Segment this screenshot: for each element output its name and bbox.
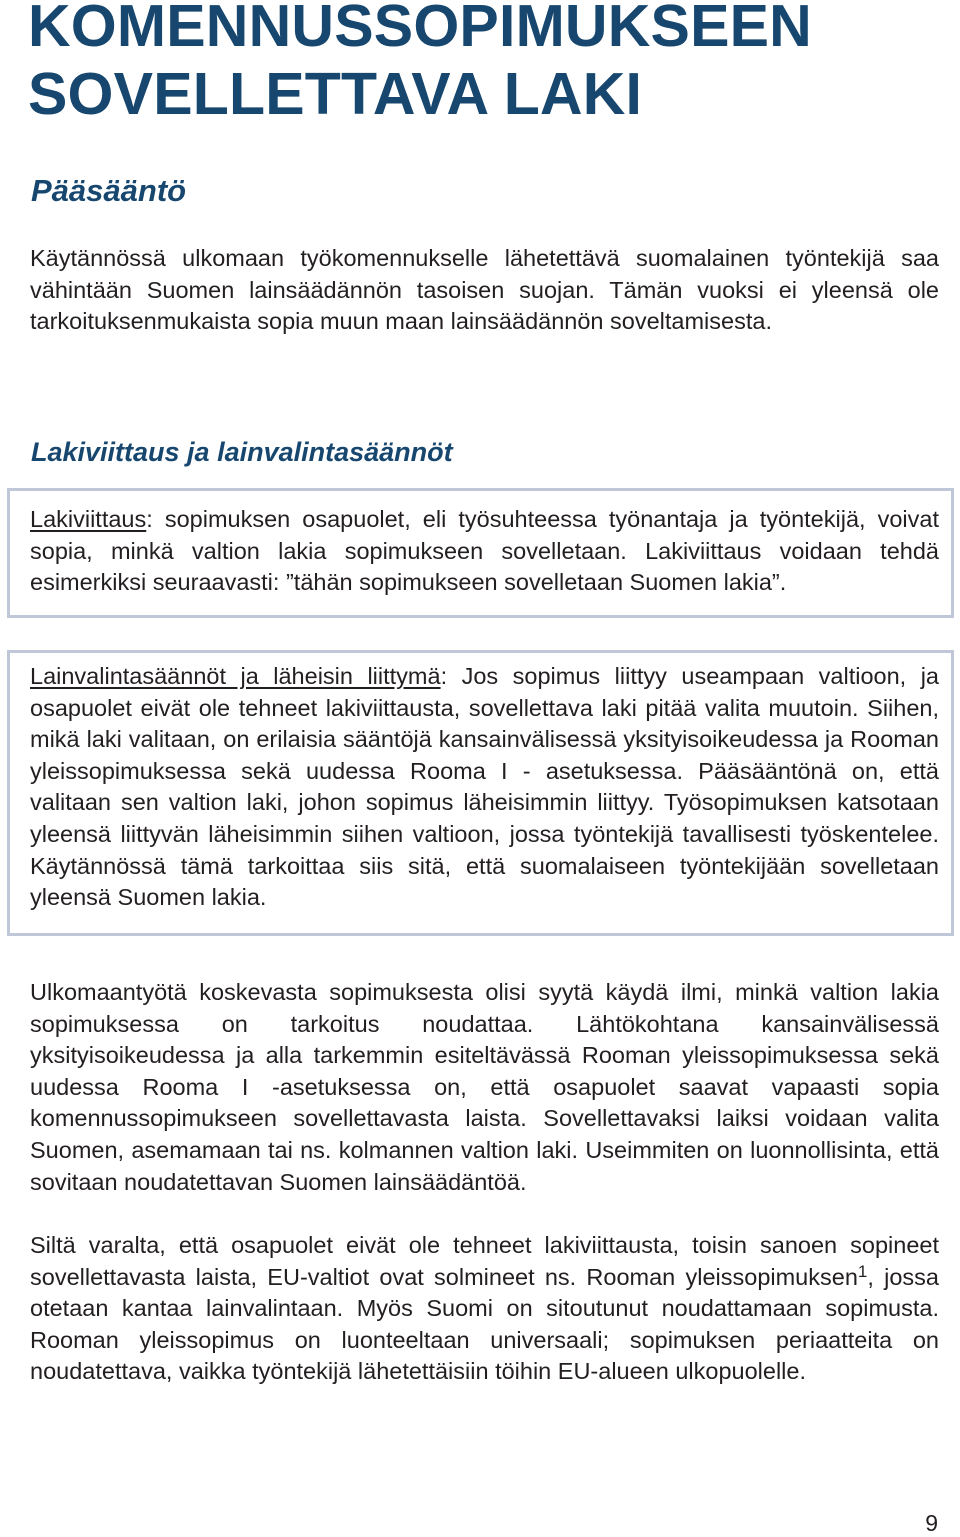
title-line-1: KOMENNUSSOPIMUKSEEN bbox=[28, 0, 812, 59]
law-reference-term: Lakiviittaus bbox=[30, 506, 147, 532]
title-line-2: SOVELLETTAVA LAKI bbox=[28, 61, 643, 127]
footnote-marker: 1 bbox=[857, 1261, 868, 1281]
law-reference-paragraph bbox=[30, 504, 939, 599]
rome-convention-text-after: , jossa otetaan kantaa lainvalintaan. Myös Suomi on sitoutunut noudattamaan sopimusta. Rooman yleissopimus on luonteeltaan universaali; sopimuksen periaatteita on noudatettava, vaikka työntekijä lähetettäisiin töihin EU-alueen ulkopuolelle. bbox=[30, 1263, 939, 1385]
main-rule-paragraph: Käytännössä ulkomaan työkomennukselle lähetettävä suomalainen työntekijä saa vähintään Suomen lainsäädännön tasoisen suojan. Tämän vuoksi ei yleensä ole tarkoituksenmukaista sopia muun maan lainsäädännön soveltamisesta. bbox=[30, 245, 939, 335]
foreign-work-paragraph: Ulkomaantyötä koskevasta sopimuksesta olisi syytä käydä ilmi, minkä valtion lakia sopimuksessa on tarkoitus noudattaa. Lähtökohtana kansainvälisessä yksityisoikeudessa ja alla tarkemmin esiteltävässä Rooman yleissopimuksessa sekä uudessa Rooma I -asetuksessa on, että osapuolet saavat vapaasti sopia komennussopimukseen sovellettavasta laista. Sovellettavaksi laiksi voidaan valita Suomen, asemamaan tai ns. kolmannen valtion laki. Useimmiten on luonnollisinta, että sovitaan noudatettavan Suomen lainsäädäntöä. bbox=[30, 979, 939, 1195]
reference-section-heading: Lakiviittaus ja lainvalintasäännöt bbox=[31, 437, 453, 467]
page-title bbox=[28, 0, 812, 128]
law-reference-box bbox=[7, 488, 954, 618]
choice-of-law-box bbox=[7, 650, 954, 936]
rome-convention-paragraph bbox=[30, 1230, 939, 1388]
choice-of-law-paragraph bbox=[30, 661, 939, 914]
main-rule-heading: Pääsääntö bbox=[31, 173, 187, 208]
law-reference-text: : sopimuksen osapuolet, eli työsuhteessa työnantaja ja työntekijä, voivat sopia, minkä valtion lakia sopimukseen sovelletaan. Lakiviittaus voidaan tehdä esimerkiksi seuraavasti: ”tähän sopimukseen sovelletaan Suomen lakia”. bbox=[30, 506, 939, 596]
rome-convention-text-before: Siltä varalta, että osapuolet eivät ole tehneet lakiviittausta, toisin sanoen sopineet sovellettavasta laista, EU-valtiot ovat solmineet ns. Rooman yleissopimuksen bbox=[30, 1232, 939, 1290]
page-number: 9 bbox=[925, 1510, 938, 1536]
choice-of-law-text: : Jos sopimus liittyy useampaan valtioon, ja osapuolet eivät ole tehneet lakiviittausta, sovellettava laki pitää valita muutoin. Siihen, mikä laki valitaan, on erilaisia sääntöjä kansainvälisessä yksityisoikeudessa ja Rooman yleissopimuksessa sekä uudessa Rooma I - asetuksessa. Pääsääntönä on, että valitaan sen valtion laki, johon sopimus läheisimmin liittyy. Työsopimuksen katsotaan yleensä liittyvän läheisimmin siihen valtioon, jossa työntekijä tavallisesti työskentelee. Käytännössä tämä tarkoittaa siis sitä, että suomalaiseen työntekijään sovelletaan yleensä Suomen lakia. bbox=[30, 663, 940, 911]
choice-of-law-term: Lainvalintasäännöt ja läheisin liittymä bbox=[30, 663, 441, 689]
